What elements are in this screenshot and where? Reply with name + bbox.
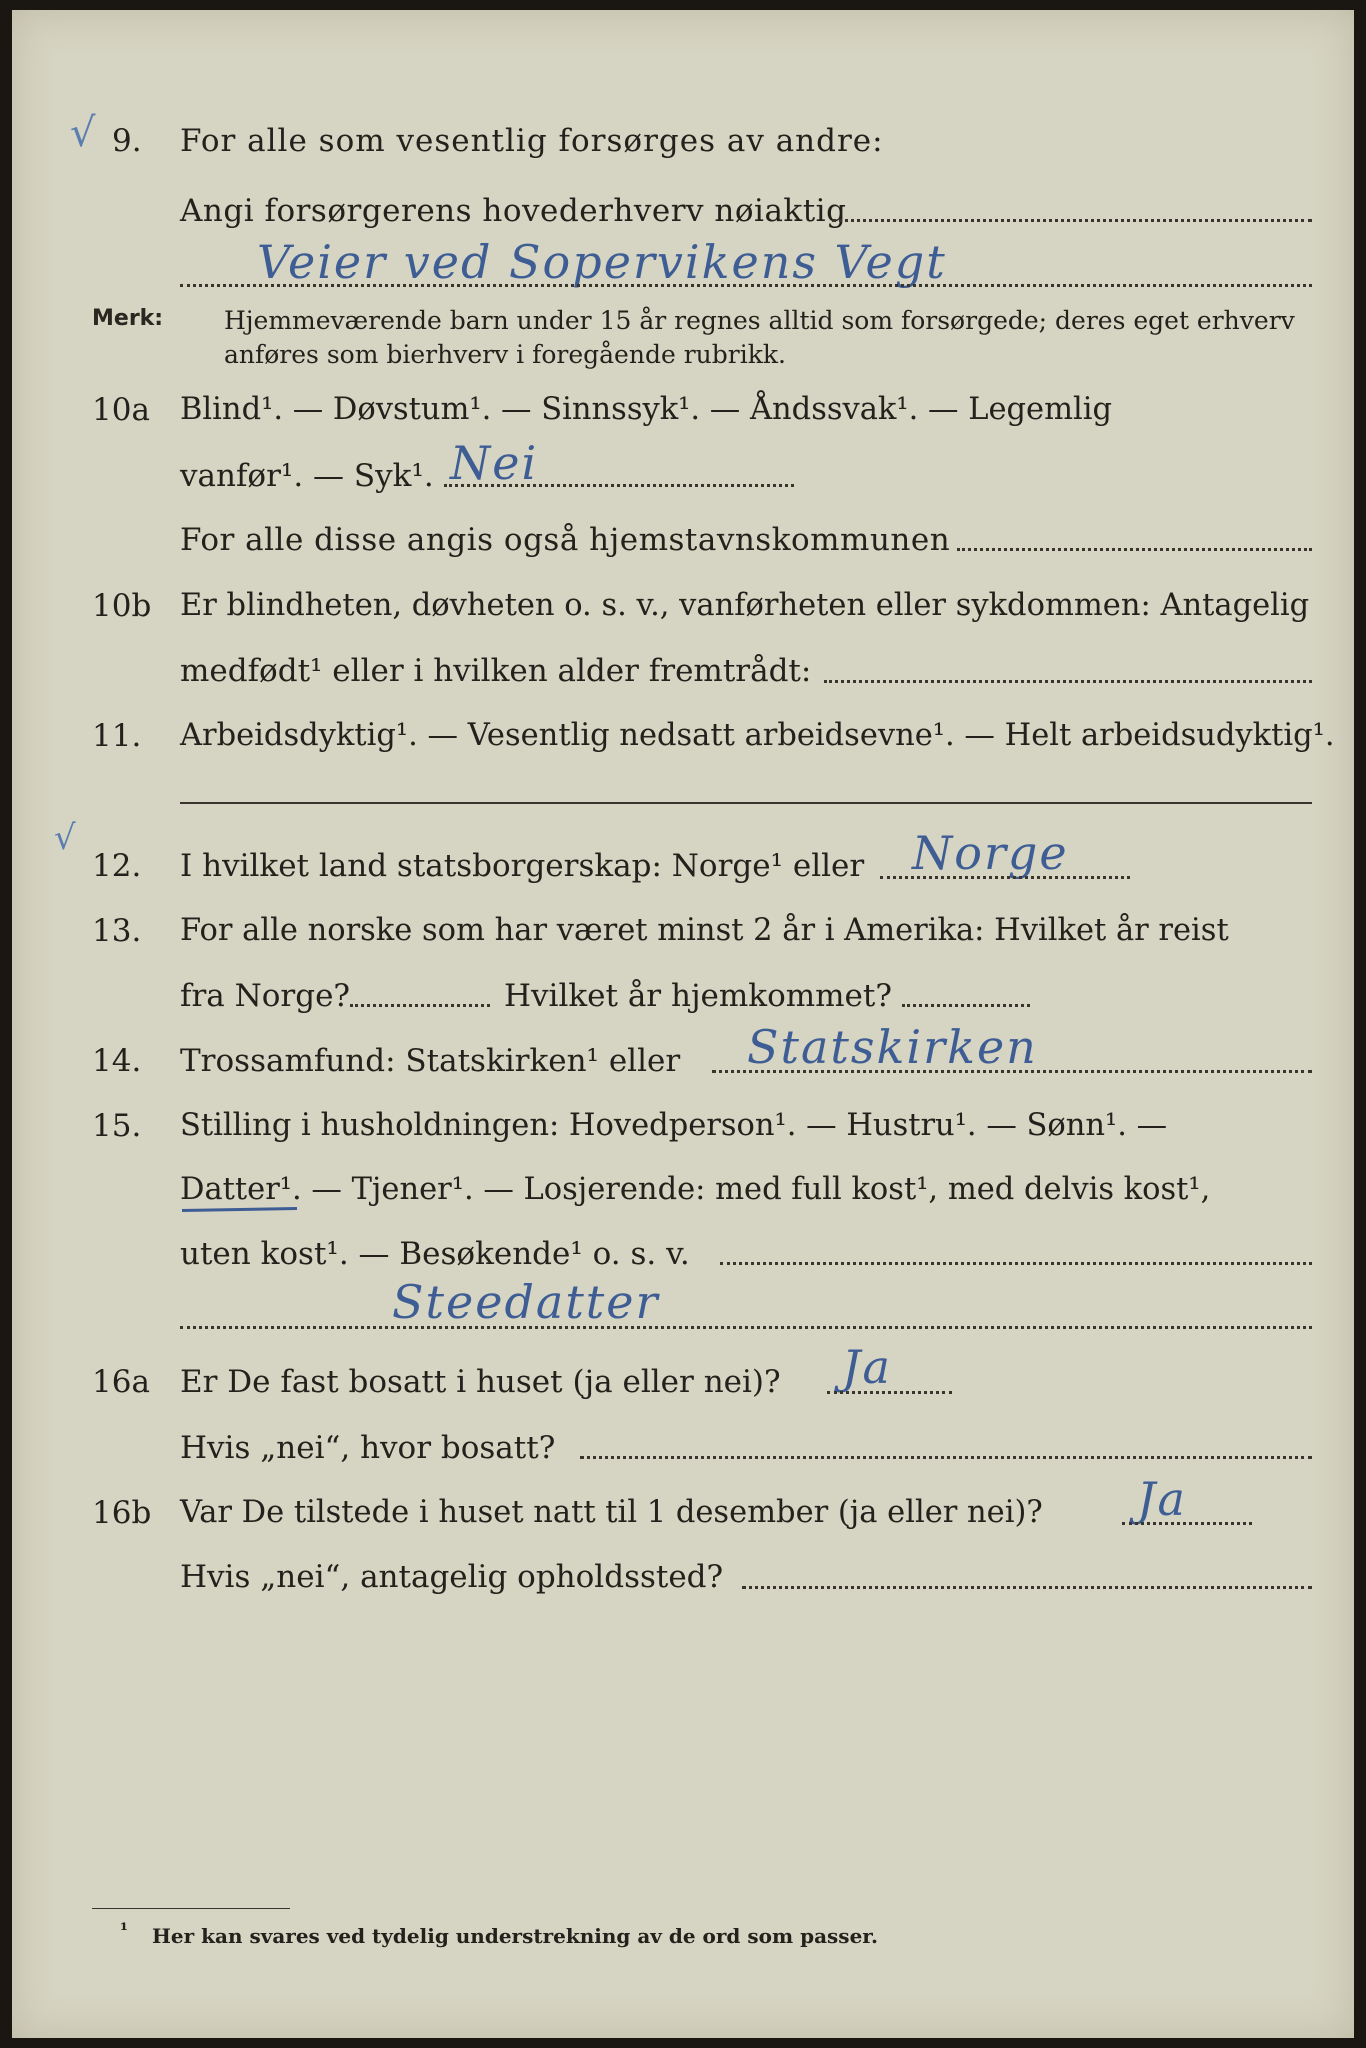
q10a-handwritten-answer: Nei <box>450 436 539 490</box>
census-form-page <box>12 10 1354 2038</box>
q11-number: 11. <box>92 718 142 754</box>
q12-answer-line <box>880 876 1130 879</box>
q10a-line1: Blind¹. — Døvstum¹. — Sinnssyk¹. — Åndssvak¹. — Legemlig <box>180 392 1113 427</box>
footnote-text: Her kan svares ved tydelig understrekning av de ord som passer. <box>152 1924 878 1948</box>
q15-dotted-line <box>720 1262 1312 1265</box>
q14-handwritten-answer: Statskirken <box>747 1020 1038 1074</box>
q10b-answer-line <box>824 680 1312 683</box>
q13-line1: For alle norske som har været minst 2 år i Amerika: Hvilket år reist <box>180 913 1229 948</box>
footnote-rule <box>92 1908 290 1909</box>
q16a-handwritten-answer: Ja <box>842 1340 892 1394</box>
q10a-line3: For alle disse angis også hjemstavnskommunen <box>180 522 951 558</box>
q9-line1: For alle som vesentlig forsørges av andre: <box>180 123 884 159</box>
q9-answer-line <box>180 284 1312 287</box>
q15-datter-underline <box>182 1207 297 1212</box>
q15-number: 15. <box>92 1108 142 1144</box>
q13-line2a: fra Norge? <box>180 978 351 1014</box>
q11-line1: Arbeidsdyktig¹. — Vesentlig nedsatt arbeidsevne¹. — Helt arbeidsudyktig¹. <box>180 718 1335 753</box>
merk-line2: anføres som bierhverv i foregående rubrikk. <box>224 340 786 369</box>
q16b-number: 16b <box>92 1495 152 1531</box>
footnote-marker: ¹ <box>120 1920 128 1941</box>
q16b-handwritten-answer: Ja <box>1137 1472 1187 1526</box>
q9-line2: Angi forsørgerens hovederhverv nøiaktig <box>180 193 847 229</box>
q13-return-year-line <box>902 1004 1030 1007</box>
q16a-number: 16a <box>92 1364 150 1400</box>
q13-line2b: Hvilket år hjemkommet? <box>504 978 892 1014</box>
q10b-number: 10b <box>92 588 152 624</box>
q15-answer-line <box>180 1326 1312 1329</box>
q15-line1: Stilling i husholdningen: Hovedperson¹. — Hustru¹. — Sønn¹. — <box>180 1108 1168 1143</box>
q16b-line1: Var De tilstede i huset natt til 1 desember (ja eller nei)? <box>180 1495 1043 1530</box>
q16a-residence-line <box>580 1456 1312 1459</box>
q10a-line2: vanfør¹. — Syk¹. <box>180 458 434 494</box>
q13-number: 13. <box>92 913 142 949</box>
q14-number: 14. <box>92 1043 142 1079</box>
q16a-answer-line <box>827 1391 952 1394</box>
q9-number: 9. <box>112 123 142 159</box>
q15-line2: Datter¹. — Tjener¹. — Losjerende: med full kost¹, med delvis kost¹, <box>180 1172 1211 1207</box>
q10a-number: 10a <box>92 392 150 428</box>
check-mark-12: √ <box>54 818 76 858</box>
q11-answer-line <box>180 802 1312 804</box>
q16a-line1: Er De fast bosatt i huset (ja eller nei)? <box>180 1364 781 1400</box>
merk-line1: Hjemmeværende barn under 15 år regnes alltid som forsørgede; deres eget erhverv <box>224 306 1295 335</box>
q16b-answer-line <box>1122 1522 1252 1525</box>
q15-handwritten-answer: Steedatter <box>392 1275 660 1329</box>
q9-dotted-line <box>832 219 1312 222</box>
check-mark-9: √ <box>70 110 96 156</box>
q10b-line1: Er blindheten, døvheten o. s. v., vanførheten eller sykdommen: Antagelig <box>180 588 1310 623</box>
q12-line1: I hvilket land statsborgerskap: Norge¹ eller <box>180 848 865 884</box>
q10a-answer-line <box>444 484 794 487</box>
q10a-hometown-line <box>957 548 1312 551</box>
q9-handwritten-answer: Veier ved Sopervikens Vegt <box>257 235 947 289</box>
q10b-line2: medfødt¹ eller i hvilken alder fremtrådt: <box>180 653 812 689</box>
q12-handwritten-answer: Norge <box>912 826 1069 880</box>
q16b-whereabouts-line <box>742 1586 1312 1589</box>
q16b-line2: Hvis „nei“, antagelig opholdssted? <box>180 1559 724 1595</box>
q13-departure-year-line <box>350 1004 490 1007</box>
q16a-line2: Hvis „nei“, hvor bosatt? <box>180 1430 556 1466</box>
merk-label: Merk: <box>92 306 164 331</box>
q14-answer-line <box>712 1070 1312 1073</box>
q14-line1: Trossamfund: Statskirken¹ eller <box>180 1043 681 1079</box>
q12-number: 12. <box>92 848 142 884</box>
q15-line3: uten kost¹. — Besøkende¹ o. s. v. <box>180 1236 690 1272</box>
